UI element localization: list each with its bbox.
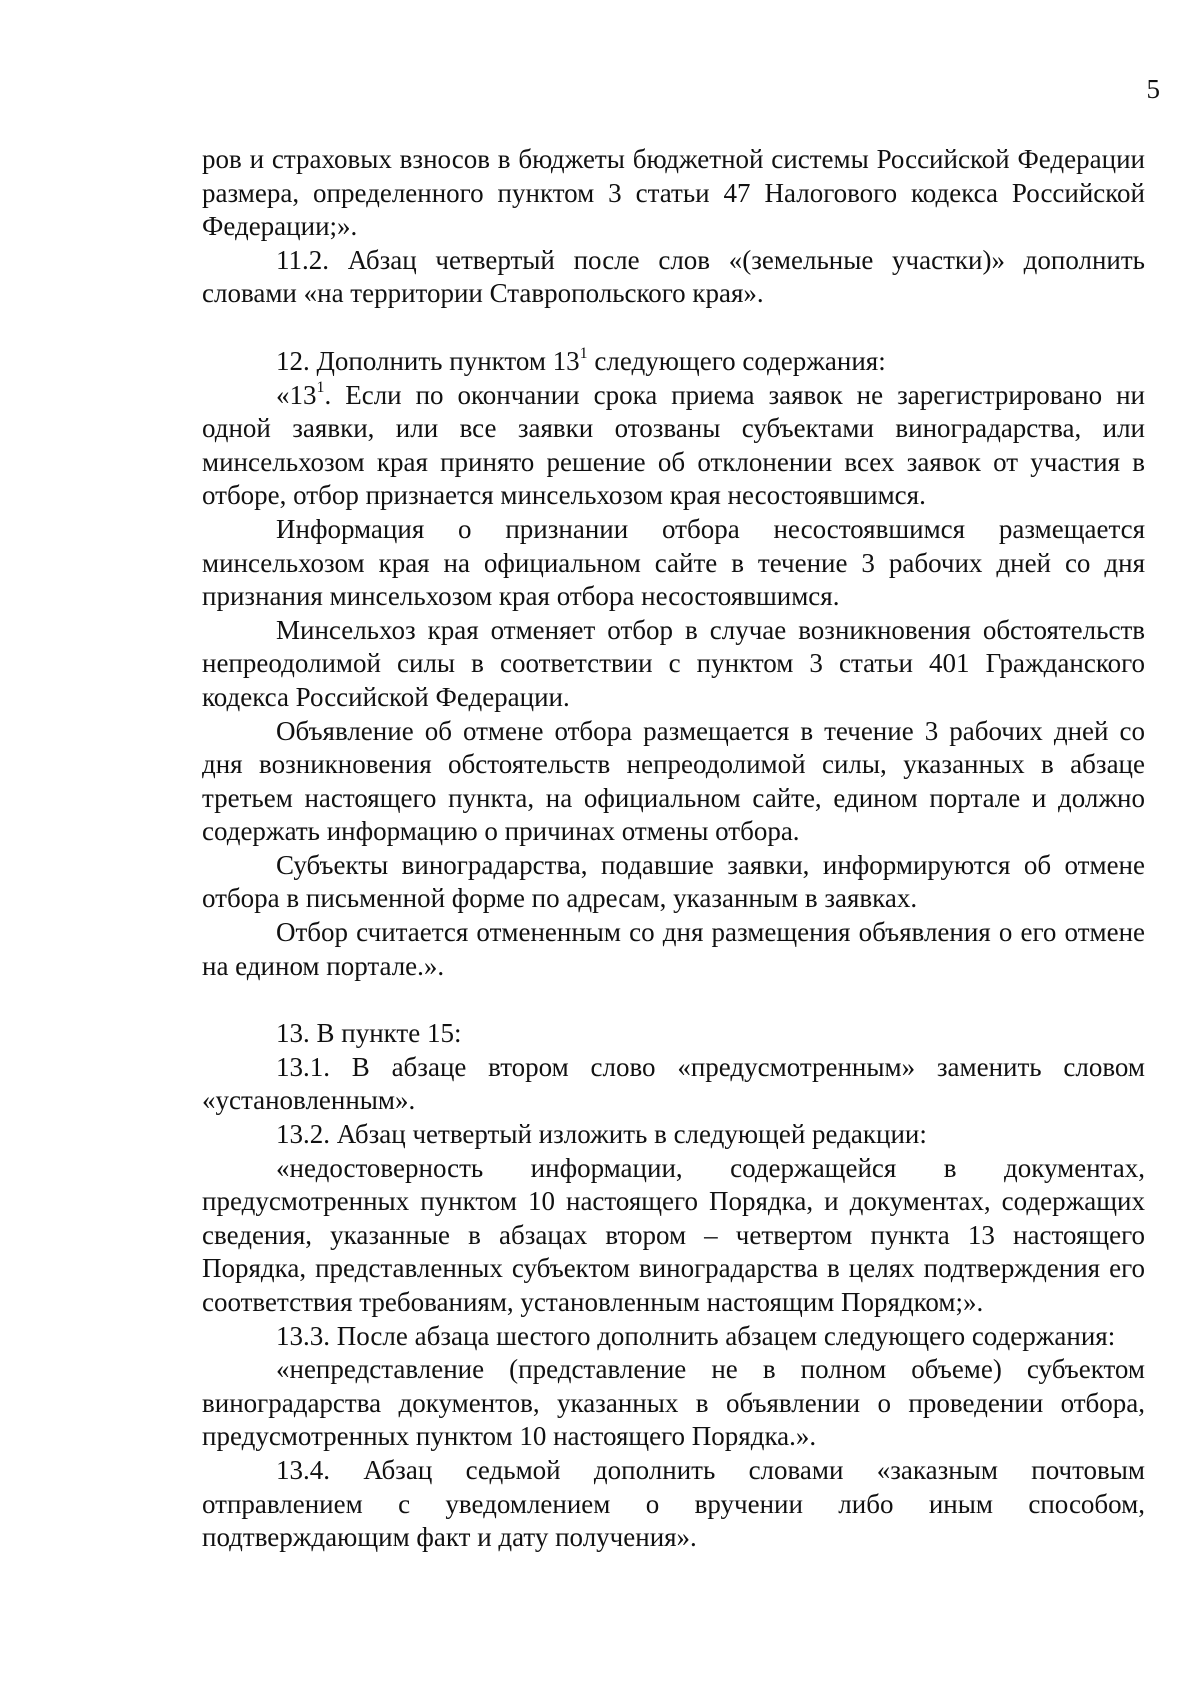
paragraph-cancellation: Минсельхоз края отменяет отбор в случае возникновения обстоятельств непреодолимой силы в соответствии с пунктом 3 статьи 401 Гражданского кодекса Российской Федерации. [202,614,1145,712]
paragraph-11-2: 11.2. Абзац четвертый после слов «(земельные участки)» дополнить словами «на территории Ставропольского края». [202,244,1145,309]
paragraph-12 [202,345,1145,379]
paragraph-13-1: 13.1. В абзаце втором слово «предусмотренным» заменить словом «установленным». [202,1051,1145,1116]
paragraph-announcement: Объявление об отмене отбора размещается в течение 3 рабочих дней со дня возникновения обстоятельств непреодолимой силы, указанных в абзаце третьем настоящего пункта, на официальном сайте, едином портале и должно содержать информацию о причинах отмены отбора. [202,715,1145,847]
paragraph-13-1-new-start: «13 [276,379,317,410]
paragraph-13-4: 13.4. Абзац седьмой дополнить словами «заказным почтовым отправлением с уведомлением о вручении либо иным способом, подтверждающим факт и дату получения». [202,1454,1145,1553]
paragraph-13-3: 13.3. После абзаца шестого дополнить абзацем следующего содержания: [276,1320,1116,1351]
paragraph-13-3-text: «непредставление (представление не в полном объеме) субъектом виноградарства документов, указанных в объявлении о проведении отбора, предусмотренных пунктом 10 настоящего Порядка.». [202,1354,1145,1452]
paragraph-13-1-new [202,379,1145,513]
paragraph-notification: Субъекты виноградарства, подавшие заявки, информируются об отмене отбора в письменной форме по адресам, указанным в заявках. [202,849,1145,914]
paragraph-information: Информация о признании отбора несостоявшимся размещается минсельхозом края на официальном сайте в течение 3 рабочих дней со дня признания минсельхозом края отбора несостоявшимся. [202,513,1145,612]
superscript: 1 [316,378,325,396]
paragraph-12-text: 12. Дополнить пунктом 13 [276,345,580,376]
paragraph-13-1-new-text: . Если по окончании срока приема заявок не зарегистрировано ни одной заявки, или все заявки отозваны субъектами виноградарства, или минсельхозом края принято решение об отклонении всех заявок от участия в отборе, отбор признается минсельхозом края несостоявшимся. [202,379,1145,511]
paragraph-13: 13. В пункте 15: [276,1018,462,1049]
paragraph-cancelled: Отбор считается отмененным со дня размещения объявления о его отмене на едином портале.». [202,917,1145,981]
page-number: 5 [1146,74,1160,104]
paragraph-13-2-text: «недостоверность информации, содержащейся в документах, предусмотренных пунктом 10 настоящего Порядка, и документах, содержащих сведения, указанные в абзацах втором – четвертом пункта 13 настоящего Порядка, представленных субъектом виноградарства в целях подтверждения его соответствия требованиям, установленным настоящим Порядком;». [202,1152,1145,1317]
paragraph-continuation: ров и страховых взносов в бюджеты бюджетной системы Российской Федерации размера, определенного пунктом 3 статьи 47 Налогового кодекса Российской Федерации;». [202,144,1145,242]
paragraph-13-2: 13.2. Абзац четвертый изложить в следующей редакции: [276,1119,927,1150]
document-body [202,143,1145,1555]
paragraph-12-text-end: следующего содержания: [587,345,886,376]
superscript: 1 [579,344,588,362]
